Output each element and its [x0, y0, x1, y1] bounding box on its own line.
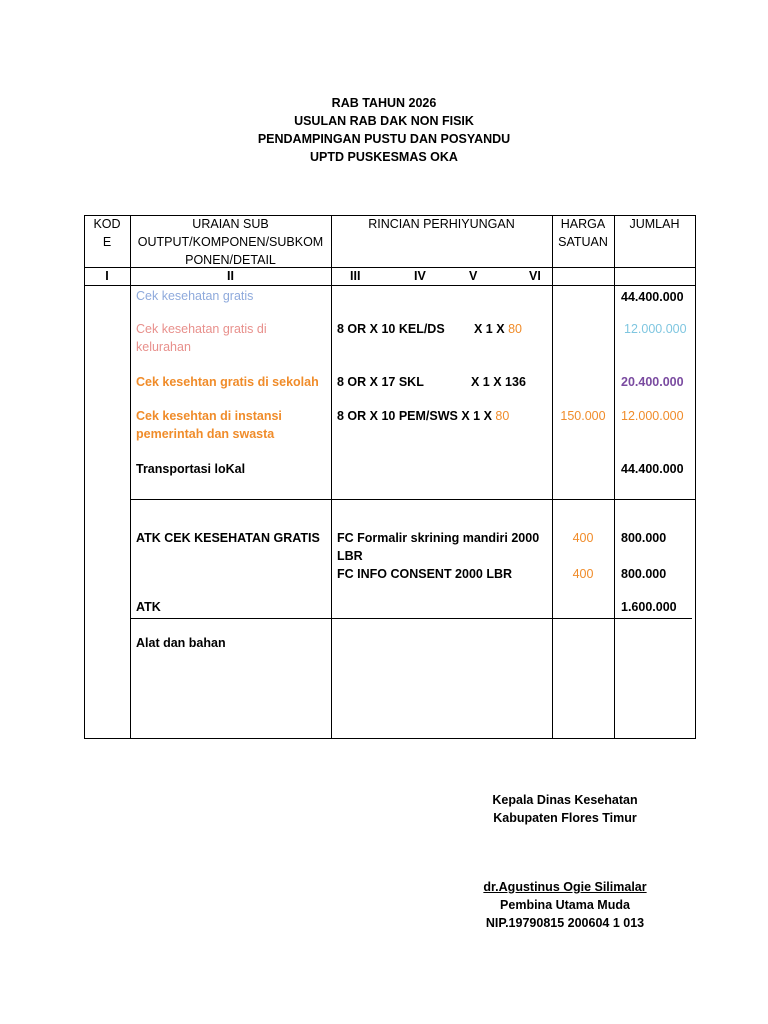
col-header-kode-line2: E — [102, 235, 112, 249]
numbering-divider — [84, 285, 696, 286]
col-header-kode — [84, 215, 130, 251]
signature-nip: NIP.19790815 200604 1 013 — [485, 916, 645, 930]
title-line-3: PENDAMPINGAN PUSTU DAN POSYANDU — [257, 132, 511, 146]
signature-title-2: Kabupaten Flores Timur — [493, 811, 637, 825]
title-line-4: UPTD PUSKESMAS OKA — [310, 150, 458, 164]
col-header-kode-line1: KOD — [93, 217, 121, 231]
row-atk-cek-harga-1: 400 — [572, 531, 594, 545]
row-atk-cek-jumlah-2: 800.000 — [621, 567, 667, 581]
col-header-jumlah: JUMLAH — [629, 217, 680, 231]
row-instansi-rincian-a: 8 OR X 10 PEM/SWS X 1 X — [337, 409, 492, 423]
row-atk-cek-rincian-1 — [337, 529, 539, 565]
row-instansi-uraian — [136, 407, 282, 443]
row-kelurahan-uraian-line1: Cek kesehatan gratis di — [136, 322, 267, 336]
row-atk-cek-jumlah-1: 800.000 — [621, 531, 667, 545]
col-header-uraian-line2: OUTPUT/KOMPONEN/SUBKOM — [137, 235, 324, 249]
row-sekolah-uraian: Cek kesehtan gratis di sekolah — [136, 375, 319, 389]
title-line-1: RAB TAHUN 2026 — [331, 96, 437, 110]
row-atk-cek-rincian-2: FC INFO CONSENT 2000 LBR — [337, 567, 513, 581]
col-num-iii: III — [350, 269, 361, 283]
col-header-uraian-line1: URAIAN SUB — [192, 217, 269, 231]
row-atk-cek-rincian-1-line1: FC Formalir skrining mandiri 2000 — [337, 531, 540, 545]
row-instansi-uraian-line2: pemerintah dan swasta — [136, 427, 275, 441]
row-sekolah-rincian-a: 8 OR X 17 SKL — [337, 375, 424, 389]
col-num-v: V — [469, 269, 478, 283]
col-num-vi: VI — [529, 269, 541, 283]
row-kelurahan-rincian-a: 8 OR X 10 KEL/DS — [337, 322, 445, 336]
col-divider-4 — [614, 215, 615, 739]
row-transport-uraian: Transportasi loKal — [136, 462, 246, 476]
col-divider-1 — [130, 215, 131, 739]
title-line-2: USULAN RAB DAK NON FISIK — [294, 114, 474, 128]
row-instansi-jumlah: 12.000.000 — [621, 409, 684, 423]
col-divider-3 — [552, 215, 553, 739]
col-num-ii: II — [227, 269, 234, 283]
row-cek-gratis-uraian: Cek kesehatan gratis — [136, 289, 254, 303]
row-kelurahan-jumlah: 12.000.000 — [624, 322, 687, 336]
row-kelurahan-rincian-multiplier — [474, 320, 522, 338]
row-sekolah-rincian-b: X 1 X 136 — [471, 375, 526, 389]
signature-name — [470, 878, 660, 896]
col-header-uraian-line3: PONEN/DETAIL — [185, 253, 276, 267]
row-cek-gratis-jumlah: 44.400.000 — [621, 290, 684, 304]
row-atk-jumlah: 1.600.000 — [621, 600, 677, 614]
row-atk-cek-harga-2: 400 — [572, 567, 594, 581]
signature-title-1: Kepala Dinas Kesehatan — [492, 793, 638, 807]
document-title-block — [0, 94, 768, 166]
row-kelurahan-rincian-c: 80 — [508, 322, 522, 336]
col-header-harga-line2: SATUAN — [558, 235, 608, 249]
row-instansi-rincian-c: 80 — [495, 409, 510, 423]
table-border-right — [695, 215, 696, 739]
col-header-uraian — [130, 215, 331, 269]
row-atk-cek-uraian: ATK CEK KESEHATAN GRATIS — [136, 531, 320, 545]
row-sekolah-jumlah: 20.400.000 — [621, 375, 684, 389]
row-kelurahan-rincian-b: X 1 X — [474, 322, 505, 336]
row-kelurahan-uraian — [136, 320, 267, 356]
signature-name-text: dr.Agustinus Ogie Silimalar — [483, 880, 647, 894]
row-alat-uraian: Alat dan bahan — [136, 636, 226, 650]
col-header-harga — [552, 215, 614, 251]
row-instansi-uraian-line1: Cek kesehtan di instansi — [136, 409, 282, 423]
row-atk-cek-rincian-1-line2: LBR — [337, 549, 363, 563]
row-kelurahan-rincian — [337, 320, 445, 338]
col-header-harga-line1: HARGA — [560, 217, 606, 231]
table-border-bottom — [84, 738, 696, 739]
section-divider-2 — [130, 618, 692, 619]
row-atk-uraian: ATK — [136, 600, 161, 614]
signature-rank: Pembina Utama Muda — [500, 898, 630, 912]
row-kelurahan-uraian-line2: kelurahan — [136, 340, 191, 354]
row-instansi-rincian — [337, 407, 509, 425]
row-instansi-harga: 150.000 — [560, 409, 606, 423]
budget-table — [84, 215, 696, 739]
row-transport-jumlah: 44.400.000 — [621, 462, 684, 476]
col-num-iv: IV — [414, 269, 426, 283]
section-divider-1 — [130, 499, 696, 500]
col-divider-2 — [331, 215, 332, 739]
table-border-left — [84, 215, 85, 739]
col-num-i: I — [105, 269, 109, 283]
col-header-rincian: RINCIAN PERHIYUNGAN — [368, 217, 515, 231]
